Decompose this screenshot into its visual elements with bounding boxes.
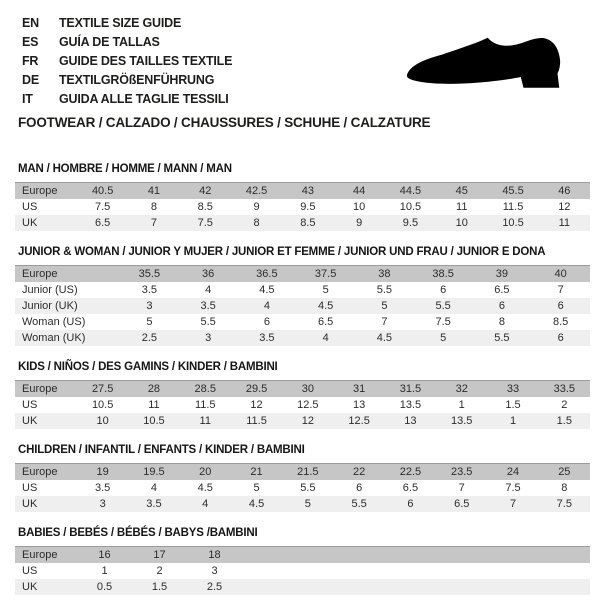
size-value: 42 bbox=[199, 185, 212, 197]
size-value: 46 bbox=[558, 185, 571, 197]
table-title: MAN / HOMBRE / HOMME / MANN / MAN bbox=[18, 163, 232, 175]
size-value: 11.5 bbox=[502, 201, 524, 213]
size-value: 8 bbox=[150, 201, 157, 213]
size-table bbox=[15, 444, 590, 512]
size-value: 6 bbox=[557, 332, 564, 344]
size-value: 6 bbox=[263, 316, 270, 328]
table-header-row bbox=[15, 546, 590, 563]
language-code: ES bbox=[22, 35, 39, 49]
size-value: 39 bbox=[495, 268, 508, 280]
size-value: 1.5 bbox=[505, 399, 521, 411]
size-value: 4 bbox=[202, 498, 209, 510]
size-value: 36.5 bbox=[256, 268, 278, 280]
size-value: 20 bbox=[199, 466, 212, 478]
size-value: 4.5 bbox=[197, 482, 213, 494]
size-value: 6.5 bbox=[95, 217, 111, 229]
language-code: FR bbox=[22, 54, 39, 68]
size-value: 7.5 bbox=[505, 482, 521, 494]
table-grid bbox=[15, 463, 590, 512]
size-value: 28 bbox=[147, 383, 161, 395]
size-value: 17 bbox=[153, 549, 166, 561]
row-label: UK bbox=[22, 415, 38, 427]
row-label: Europe bbox=[22, 466, 58, 478]
size-value: 7 bbox=[509, 498, 517, 510]
size-value: 6.5 bbox=[402, 482, 419, 494]
size-value: 19 bbox=[96, 466, 109, 478]
size-value: 6 bbox=[407, 498, 414, 510]
size-value: 12.5 bbox=[297, 399, 319, 411]
size-value: 21 bbox=[250, 466, 263, 478]
table-grid bbox=[15, 265, 590, 346]
size-value: 7.5 bbox=[197, 217, 213, 229]
row-label: UK bbox=[22, 217, 38, 229]
size-value: 10 bbox=[96, 415, 109, 427]
row-label: Europe bbox=[22, 383, 58, 395]
size-value: 43 bbox=[301, 185, 314, 197]
row-label: US bbox=[22, 565, 38, 577]
table-row bbox=[15, 314, 590, 330]
row-label: US bbox=[22, 482, 38, 494]
table-row bbox=[15, 413, 590, 429]
language-title: GUIDE DES TAILLES TEXTILE bbox=[59, 54, 233, 68]
size-value: 4 bbox=[263, 300, 270, 312]
table-row bbox=[15, 579, 590, 595]
size-value: 40.5 bbox=[91, 185, 114, 197]
size-value: 7.5 bbox=[95, 201, 111, 213]
table-header-row bbox=[15, 182, 590, 199]
size-value: 35.5 bbox=[138, 268, 161, 280]
size-value: 42.5 bbox=[245, 185, 268, 197]
size-value: 31 bbox=[353, 383, 366, 395]
size-value: 3 bbox=[99, 498, 106, 510]
size-value: 6 bbox=[356, 482, 363, 494]
row-label: Woman (US) bbox=[22, 316, 86, 328]
row-label: Europe bbox=[22, 549, 58, 561]
size-value: 12 bbox=[301, 415, 314, 427]
size-value: 10.5 bbox=[91, 399, 114, 411]
size-value: 11 bbox=[456, 201, 468, 213]
size-value: 3.5 bbox=[146, 498, 162, 510]
size-value: 19.5 bbox=[143, 466, 165, 478]
size-value: 44.5 bbox=[399, 185, 422, 197]
size-value: 25 bbox=[558, 466, 571, 478]
size-value: 13.5 bbox=[399, 399, 422, 411]
size-value: 0.5 bbox=[96, 581, 113, 593]
size-value: 1 bbox=[509, 415, 517, 427]
size-value: 3.5 bbox=[141, 284, 158, 296]
size-value: 12 bbox=[558, 201, 571, 213]
size-value: 41 bbox=[147, 185, 161, 197]
size-value: 5.5 bbox=[200, 316, 216, 328]
size-value: 6 bbox=[498, 300, 505, 312]
size-value: 9 bbox=[356, 217, 363, 229]
table-row bbox=[15, 215, 590, 231]
size-value: 27.5 bbox=[91, 383, 114, 395]
table-title: CHILDREN / INFANTIL / ENFANTS / KINDER / BAMBINI bbox=[18, 444, 305, 456]
size-value: 11.5 bbox=[194, 399, 216, 411]
size-value: 10 bbox=[455, 217, 468, 229]
size-value: 4 bbox=[322, 332, 329, 344]
size-value: 8 bbox=[253, 217, 260, 229]
size-value: 7 bbox=[381, 316, 388, 328]
size-value: 2 bbox=[561, 399, 568, 411]
size-value: 12.5 bbox=[348, 415, 370, 427]
language-title: GUIDA ALLE TAGLIE TESSILI bbox=[59, 92, 229, 106]
header bbox=[0, 0, 600, 130]
size-value: 2 bbox=[156, 565, 163, 577]
size-value: 38.5 bbox=[432, 268, 454, 280]
size-value: 13 bbox=[353, 399, 366, 411]
size-value: 5.5 bbox=[300, 482, 316, 494]
size-table bbox=[15, 163, 590, 231]
size-value: 22 bbox=[353, 466, 366, 478]
table-row bbox=[15, 397, 590, 413]
size-value: 5.5 bbox=[376, 284, 393, 296]
size-value: 6.5 bbox=[317, 316, 334, 328]
table-grid bbox=[15, 546, 590, 595]
size-value: 3.5 bbox=[95, 482, 111, 494]
size-value: 3 bbox=[211, 565, 218, 577]
row-label: Junior (UK) bbox=[22, 300, 78, 312]
size-value: 8.5 bbox=[552, 316, 569, 328]
size-value: 10.5 bbox=[502, 217, 524, 229]
size-value: 7.5 bbox=[435, 316, 451, 328]
table-row bbox=[15, 298, 590, 314]
size-value: 10 bbox=[353, 201, 366, 213]
size-value: 13.5 bbox=[451, 415, 473, 427]
table-header-row bbox=[15, 463, 590, 480]
size-value: 5 bbox=[146, 316, 153, 328]
size-value: 31.5 bbox=[399, 383, 422, 395]
language-title: TEXTILGRÖßENFÜHRUNG bbox=[59, 73, 215, 87]
size-value: 32 bbox=[455, 383, 468, 395]
table-row bbox=[15, 282, 590, 298]
size-value: 8.5 bbox=[197, 201, 213, 213]
table-row bbox=[15, 563, 590, 579]
language-code: DE bbox=[22, 73, 39, 87]
size-value: 11.5 bbox=[246, 415, 267, 427]
table-row bbox=[15, 330, 590, 346]
size-value: 45 bbox=[455, 185, 468, 197]
size-value: 22.5 bbox=[399, 466, 422, 478]
size-value: 8 bbox=[498, 316, 505, 328]
category-heading: FOOTWEAR / CALZADO / CHAUSSURES / SCHUHE / CALZATURE bbox=[18, 115, 431, 130]
row-label: UK bbox=[22, 581, 38, 593]
row-label: Europe bbox=[22, 185, 58, 197]
row-label: Woman (UK) bbox=[22, 332, 86, 344]
table-row bbox=[15, 496, 590, 512]
size-value: 11 bbox=[199, 415, 211, 427]
table-row bbox=[15, 480, 590, 496]
dress-shoe-icon bbox=[395, 18, 575, 103]
size-value: 5.5 bbox=[435, 300, 451, 312]
size-value: 7 bbox=[150, 217, 157, 229]
size-value: 4.5 bbox=[259, 284, 275, 296]
table-title: KIDS / NIÑOS / DES GAMINS / KINDER / BAMBINI bbox=[18, 361, 278, 373]
size-value: 45.5 bbox=[502, 185, 524, 197]
size-value: 11 bbox=[558, 217, 571, 229]
size-value: 7 bbox=[557, 284, 564, 296]
table-title: JUNIOR & WOMAN / JUNIOR Y MUJER / JUNIOR ET FEMME / JUNIOR UND FRAU / JUNIOR E DONA bbox=[18, 246, 546, 258]
size-value: 36 bbox=[202, 268, 215, 280]
size-value: 29.5 bbox=[245, 383, 268, 395]
size-value: 4.5 bbox=[317, 300, 334, 312]
size-value: 8 bbox=[561, 482, 568, 494]
size-value: 37.5 bbox=[314, 268, 337, 280]
size-value: 2.5 bbox=[141, 332, 158, 344]
size-value: 9.5 bbox=[300, 201, 316, 213]
size-value: 12 bbox=[250, 399, 263, 411]
row-label: Junior (US) bbox=[22, 284, 78, 296]
row-label: US bbox=[22, 399, 38, 411]
size-value: 1.5 bbox=[151, 581, 168, 593]
size-value: 38 bbox=[378, 268, 391, 280]
size-value: 6.5 bbox=[494, 284, 510, 296]
size-value: 33 bbox=[506, 383, 520, 395]
size-value: 5.5 bbox=[351, 498, 367, 510]
size-value: 21.5 bbox=[297, 466, 319, 478]
size-value: 23.5 bbox=[451, 466, 473, 478]
table-header-row bbox=[15, 265, 590, 282]
table-grid bbox=[15, 182, 590, 231]
size-value: 4 bbox=[150, 482, 157, 494]
size-value: 1 bbox=[101, 565, 108, 577]
size-value: 28.5 bbox=[194, 383, 216, 395]
size-value: 1 bbox=[458, 399, 465, 411]
size-value: 3 bbox=[146, 300, 153, 312]
size-value: 4.5 bbox=[248, 498, 265, 510]
size-value: 30 bbox=[301, 383, 314, 395]
size-value: 7 bbox=[458, 482, 465, 494]
size-value: 11 bbox=[148, 399, 160, 411]
size-value: 5 bbox=[253, 482, 260, 494]
table-grid bbox=[15, 380, 590, 429]
size-value: 3.5 bbox=[200, 300, 216, 312]
size-value: 1.5 bbox=[556, 415, 572, 427]
row-label: US bbox=[22, 201, 38, 213]
table-title: BABIES / BEBÉS / BÉBÉS / BABYS /BAMBINI bbox=[18, 527, 258, 539]
table-header-row bbox=[15, 380, 590, 397]
size-value: 10.5 bbox=[143, 415, 165, 427]
size-value: 5 bbox=[381, 300, 388, 312]
size-value: 3.5 bbox=[259, 332, 275, 344]
size-value: 6 bbox=[557, 300, 564, 312]
language-title: TEXTILE SIZE GUIDE bbox=[59, 16, 182, 30]
size-value: 4.5 bbox=[376, 332, 393, 344]
language-title: GUÍA DE TALLAS bbox=[59, 35, 160, 49]
size-value: 4 bbox=[205, 284, 212, 296]
size-value: 44 bbox=[353, 185, 366, 197]
size-value: 24 bbox=[506, 466, 520, 478]
size-value: 40 bbox=[554, 268, 567, 280]
size-value: 3 bbox=[205, 332, 212, 344]
size-tables bbox=[15, 163, 590, 595]
size-value: 2.5 bbox=[206, 581, 223, 593]
row-label: UK bbox=[22, 498, 38, 510]
size-table bbox=[15, 246, 590, 346]
size-value: 6 bbox=[440, 284, 447, 296]
size-table bbox=[15, 361, 590, 429]
size-value: 5 bbox=[440, 332, 447, 344]
size-value: 8.5 bbox=[300, 217, 316, 229]
size-value: 5 bbox=[322, 284, 329, 296]
row-label: Europe bbox=[22, 268, 58, 280]
size-value: 18 bbox=[208, 549, 221, 561]
size-value: 33.5 bbox=[553, 383, 576, 395]
size-value: 5 bbox=[304, 498, 311, 510]
size-value: 13 bbox=[404, 415, 417, 427]
size-value: 9 bbox=[253, 201, 260, 213]
language-code: EN bbox=[22, 16, 39, 30]
size-table bbox=[15, 527, 590, 595]
size-value: 5.5 bbox=[494, 332, 510, 344]
size-value: 10.5 bbox=[399, 201, 422, 213]
size-value: 7.5 bbox=[556, 498, 572, 510]
size-value: 6.5 bbox=[454, 498, 470, 510]
table-row bbox=[15, 199, 590, 215]
size-value: 16 bbox=[98, 549, 111, 561]
size-value: 9.5 bbox=[402, 217, 419, 229]
language-code: IT bbox=[22, 92, 33, 106]
